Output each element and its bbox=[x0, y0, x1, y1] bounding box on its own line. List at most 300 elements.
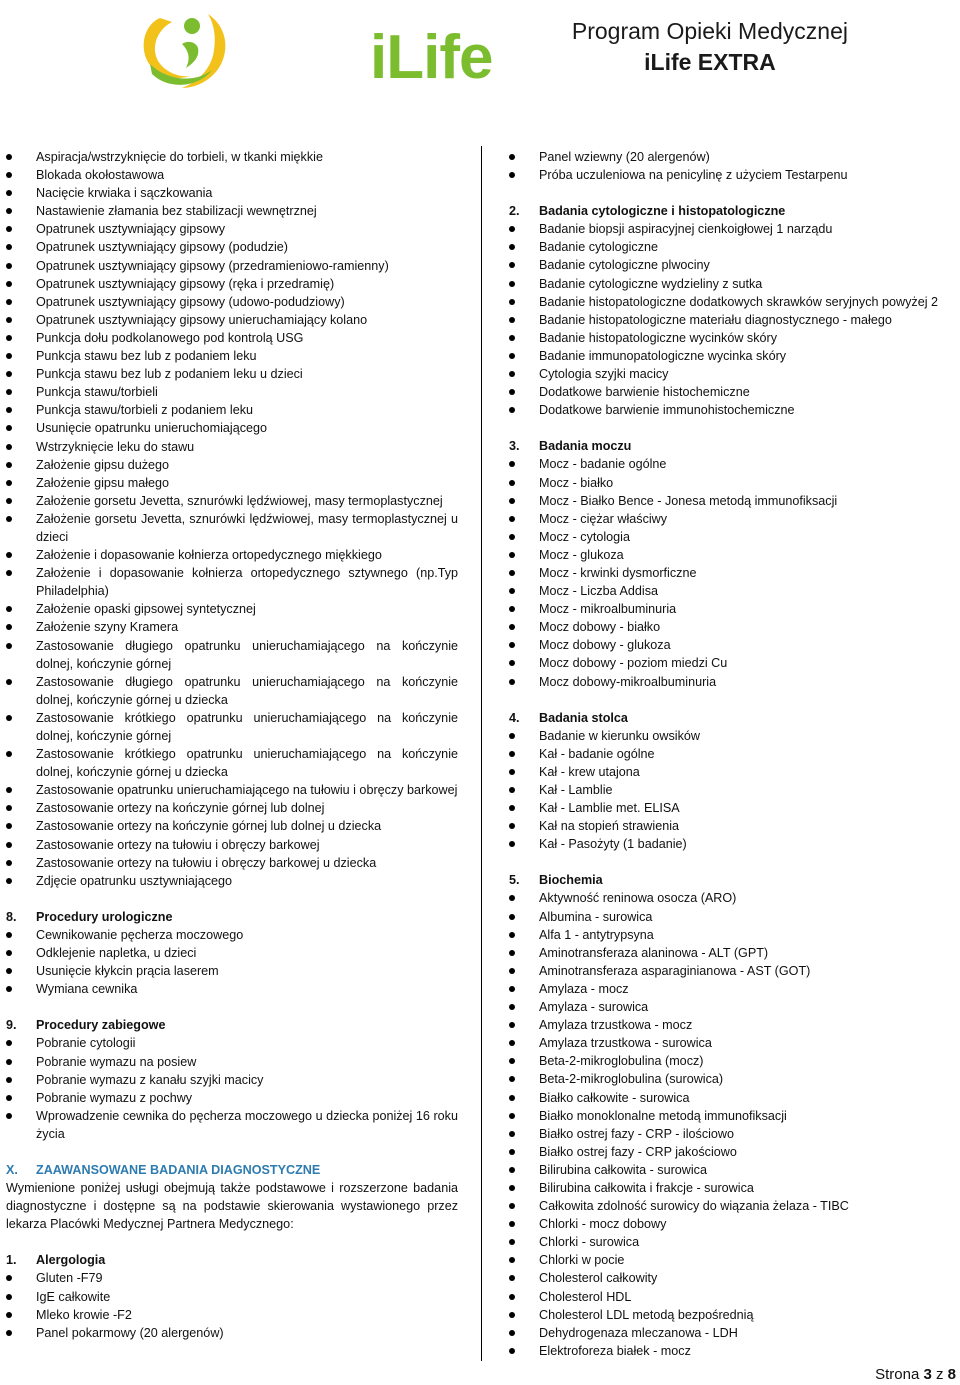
list-item bbox=[6, 383, 458, 401]
bullet-icon bbox=[509, 172, 515, 178]
list-item-text: Cewnikowanie pęcherza moczowego bbox=[36, 927, 244, 942]
list-item-text: Mocz - badanie ogólne bbox=[539, 457, 667, 472]
bullet-icon bbox=[509, 534, 515, 540]
list-item-text: Białko monoklonalne metodą immunofiksacji bbox=[539, 1108, 787, 1123]
bullet-icon bbox=[6, 950, 12, 956]
list-item-text: Chlorki - mocz dobowy bbox=[539, 1217, 667, 1232]
bullet-icon bbox=[509, 1040, 515, 1046]
list-item-text: Założenie gipsu dużego bbox=[36, 457, 170, 472]
list-item-text: Chlorki w pocie bbox=[539, 1253, 625, 1268]
list-item bbox=[509, 889, 954, 907]
bullet-icon bbox=[6, 281, 12, 287]
list-item bbox=[6, 474, 458, 492]
list-item bbox=[509, 365, 954, 383]
list-item-text: Mocz dobowy-mikroalbuminuria bbox=[539, 674, 717, 689]
list-item bbox=[6, 637, 458, 673]
bullet-icon bbox=[509, 1076, 515, 1082]
list-item bbox=[6, 618, 458, 636]
bullet-icon bbox=[509, 1095, 515, 1101]
bullet-icon bbox=[6, 299, 12, 305]
bullet-icon bbox=[509, 1275, 515, 1281]
bullet-icon bbox=[6, 353, 12, 359]
bullet-icon bbox=[6, 190, 12, 196]
bullet-icon bbox=[6, 172, 12, 178]
list-item-text: Aminotransferaza asparaginianowa - AST (GOT) bbox=[539, 963, 811, 978]
urine-tests-list bbox=[509, 455, 954, 690]
list-item bbox=[509, 1233, 954, 1251]
list-item bbox=[509, 1288, 954, 1306]
bullet-icon bbox=[6, 407, 12, 413]
ilife-logo-mark-icon bbox=[138, 4, 238, 96]
list-item bbox=[509, 1107, 954, 1125]
bullet-icon bbox=[509, 461, 515, 467]
list-item-text: Wprowadzenie cewnika do pęcherza moczowego u dziecka poniżej 16 roku życia bbox=[36, 1108, 458, 1141]
list-item-text: Mleko krowie -F2 bbox=[36, 1307, 132, 1322]
list-item bbox=[6, 166, 458, 184]
list-item-text: Kał - Pasożyty (1 badanie) bbox=[539, 837, 687, 852]
bullet-icon bbox=[6, 389, 12, 395]
bullet-icon bbox=[509, 1239, 515, 1245]
list-item bbox=[6, 1107, 458, 1143]
list-item-text: Bilirubina całkowita - surowica bbox=[539, 1162, 707, 1177]
list-item-text: Badanie w kierunku owsików bbox=[539, 728, 701, 743]
list-item bbox=[6, 546, 458, 564]
list-item-text: Mocz - krwinki dysmorficzne bbox=[539, 565, 697, 580]
list-item-text: Nacięcie krwiaka i sączkowania bbox=[36, 186, 213, 201]
list-item bbox=[509, 1342, 954, 1360]
bullet-icon bbox=[509, 1221, 515, 1227]
bullet-icon bbox=[6, 805, 12, 811]
bullet-icon bbox=[509, 498, 515, 504]
list-item bbox=[6, 1089, 458, 1107]
list-item bbox=[509, 455, 954, 473]
list-item-text: Zastosowanie ortezy na kończynie górnej lub dolnej bbox=[36, 801, 325, 816]
list-item-text: Zastosowanie ortezy na tułowiu i obręczy barkowej u dziecka bbox=[36, 855, 377, 870]
list-item bbox=[509, 1089, 954, 1107]
list-item-text: Pobranie wymazu na posiew bbox=[36, 1054, 197, 1069]
list-item-text: Aminotransferaza alaninowa - ALT (GPT) bbox=[539, 945, 769, 960]
list-item bbox=[6, 329, 458, 347]
list-item bbox=[6, 854, 458, 872]
list-item bbox=[6, 872, 458, 890]
bullet-icon bbox=[6, 1294, 12, 1300]
list-item bbox=[6, 202, 458, 220]
list-item bbox=[6, 365, 458, 383]
list-item bbox=[6, 1053, 458, 1071]
bullet-icon bbox=[509, 226, 515, 232]
list-item bbox=[509, 1034, 954, 1052]
list-item-text: Dodatkowe barwienie histochemiczne bbox=[539, 385, 750, 400]
bullet-icon bbox=[509, 932, 515, 938]
bullet-icon bbox=[6, 751, 12, 757]
list-item bbox=[6, 817, 458, 835]
list-item-text: Mocz dobowy - białko bbox=[539, 620, 661, 635]
bullet-icon bbox=[6, 1312, 12, 1318]
bullet-icon bbox=[6, 226, 12, 232]
bullet-icon bbox=[6, 317, 12, 323]
list-item bbox=[6, 275, 458, 293]
list-item bbox=[509, 636, 954, 654]
right-column bbox=[509, 148, 954, 1360]
bullet-icon bbox=[509, 1167, 515, 1173]
list-item-text: Wstrzyknięcie leku do stawu bbox=[36, 439, 195, 454]
list-item bbox=[509, 1143, 954, 1161]
list-item-text: Zdjęcie opatrunku usztywniającego bbox=[36, 873, 233, 888]
list-item-text: Mocz - Białko Bence - Jonesa metodą immunofiksacji bbox=[539, 493, 838, 508]
list-item-text: Kał - badanie ogólne bbox=[539, 746, 655, 761]
bullet-icon bbox=[509, 1131, 515, 1137]
bullet-icon bbox=[509, 679, 515, 685]
list-item bbox=[509, 980, 954, 998]
list-item bbox=[509, 908, 954, 926]
list-item-text: Cytologia szyjki macicy bbox=[539, 367, 669, 382]
list-item-text: Pobranie wymazu z kanału szyjki macicy bbox=[36, 1072, 264, 1087]
list-item-text: Zastosowanie krótkiego opatrunku unieruchamiającego na kończynie dolnej, kończynie górnej u dziecka bbox=[36, 747, 458, 780]
list-item-text: Wymiana cewnika bbox=[36, 982, 138, 997]
list-item-text: Założenie i dopasowanie kołnierza ortopedycznego sztywnego (np.Typ Philadelphia) bbox=[36, 566, 458, 599]
list-item-text: Odklejenie napletka, u dzieci bbox=[36, 946, 197, 961]
section-heading: 4. Badania stolca bbox=[509, 710, 628, 725]
list-item bbox=[509, 1269, 954, 1287]
bullet-icon bbox=[509, 262, 515, 268]
list-item bbox=[6, 456, 458, 474]
list-item bbox=[6, 962, 458, 980]
list-item bbox=[6, 745, 458, 781]
list-item-text: Mocz dobowy - poziom miedzi Cu bbox=[539, 656, 728, 671]
list-item-text: Pobranie wymazu z pochwy bbox=[36, 1090, 193, 1105]
list-item-text: Punkcja stawu/torbieli z podaniem leku bbox=[36, 403, 254, 418]
program-title-line1: Program Opieki Medycznej bbox=[571, 18, 848, 44]
allergology-list bbox=[6, 1269, 458, 1341]
list-item bbox=[6, 257, 458, 275]
bullet-icon bbox=[509, 769, 515, 775]
bullet-icon bbox=[6, 1095, 12, 1101]
list-item-text: Próba uczuleniowa na penicylinę z użyciem Testarpenu bbox=[539, 168, 848, 183]
section-heading: 2. Badania cytologiczne i histopatologiczne bbox=[509, 204, 786, 219]
list-item bbox=[509, 781, 954, 799]
list-item bbox=[6, 1269, 458, 1287]
list-item bbox=[6, 980, 458, 998]
bullet-icon bbox=[6, 516, 12, 522]
list-item bbox=[509, 962, 954, 980]
list-item-text: Badanie biopsji aspiracyjnej cienkoigłowej 1 narządu bbox=[539, 222, 833, 237]
list-item bbox=[6, 944, 458, 962]
list-item bbox=[509, 1070, 954, 1088]
list-item-text: Aspiracja/wstrzyknięcie do torbieli, w tkanki miękkie bbox=[36, 150, 323, 164]
list-item bbox=[6, 1071, 458, 1089]
list-item bbox=[509, 582, 954, 600]
list-item bbox=[6, 926, 458, 944]
list-item bbox=[509, 528, 954, 546]
list-item-text: Albumina - surowica bbox=[539, 909, 653, 924]
list-item bbox=[6, 148, 458, 166]
bullet-icon bbox=[6, 624, 12, 630]
list-item bbox=[509, 1016, 954, 1034]
list-item bbox=[6, 184, 458, 202]
section-heading: 9. Procedury zabiegowe bbox=[6, 1018, 166, 1033]
bullet-icon bbox=[6, 787, 12, 793]
list-item bbox=[6, 709, 458, 745]
page-header bbox=[0, 0, 960, 110]
program-title bbox=[572, 16, 848, 78]
list-item-text: Pobranie cytologii bbox=[36, 1036, 136, 1051]
bullet-icon bbox=[509, 389, 515, 395]
list-item-text: Usunięcie opatrunku unieruchomiającego bbox=[36, 421, 268, 436]
list-item bbox=[6, 1288, 458, 1306]
bullet-icon bbox=[509, 1203, 515, 1209]
list-item bbox=[509, 618, 954, 636]
bullet-icon bbox=[6, 842, 12, 848]
list-item bbox=[509, 1197, 954, 1215]
list-item bbox=[6, 1306, 458, 1324]
list-item-text: Założenie gorsetu Jevetta, sznurówki lędźwiowej, masy termoplastycznej bbox=[36, 493, 443, 508]
bullet-icon bbox=[6, 968, 12, 974]
list-item-text: IgE całkowite bbox=[36, 1289, 111, 1304]
bullet-icon bbox=[6, 244, 12, 250]
bullet-icon bbox=[6, 425, 12, 431]
bullet-icon bbox=[509, 1022, 515, 1028]
bullet-icon bbox=[6, 208, 12, 214]
list-item-text: Punkcja dołu podkolanowego pod kontrolą USG bbox=[36, 330, 304, 345]
list-item bbox=[509, 546, 954, 564]
list-item-text: Białko ostrej fazy - CRP - ilościowo bbox=[539, 1126, 735, 1141]
list-item bbox=[509, 944, 954, 962]
list-item-text: Badanie histopatologiczne wycinków skóry bbox=[539, 330, 778, 345]
bullet-icon bbox=[509, 244, 515, 250]
list-item-text: Założenie i dopasowanie kołnierza ortopedycznego miękkiego bbox=[36, 548, 382, 563]
list-item-text: Dodatkowe barwienie immunohistochemiczne bbox=[539, 403, 795, 418]
bullet-icon bbox=[6, 932, 12, 938]
program-title-line2: iLife EXTRA bbox=[644, 49, 776, 75]
bullet-icon bbox=[509, 986, 515, 992]
list-item-text: Kał na stopień strawienia bbox=[539, 819, 680, 834]
list-item-text: Opatrunek usztywniający gipsowy (udowo-podudziowy) bbox=[36, 294, 345, 309]
list-item-text: Całkowita zdolność surowicy do wiązania żelaza - TIBC bbox=[539, 1199, 849, 1214]
section-heading: 3. Badania moczu bbox=[509, 439, 632, 454]
bullet-icon bbox=[509, 895, 515, 901]
list-item bbox=[509, 763, 954, 781]
list-item-text: Kał - Lamblie met. ELISA bbox=[539, 801, 680, 816]
bullet-icon bbox=[509, 1294, 515, 1300]
list-item-text: Opatrunek usztywniający gipsowy (ręka i przedramię) bbox=[36, 276, 335, 291]
section-heading: 5. Biochemia bbox=[509, 873, 603, 888]
bullet-icon bbox=[509, 1257, 515, 1263]
left-column bbox=[6, 148, 458, 1342]
bullet-icon bbox=[509, 950, 515, 956]
bullet-icon bbox=[509, 823, 515, 829]
list-item bbox=[6, 836, 458, 854]
list-item bbox=[6, 564, 458, 600]
list-item-text: Zastosowanie ortezy na tułowiu i obręczy barkowej bbox=[36, 837, 320, 852]
list-item-text: Cholesterol całkowity bbox=[539, 1271, 658, 1286]
list-item-text: Mocz dobowy - glukoza bbox=[539, 638, 671, 653]
list-item bbox=[6, 401, 458, 419]
list-item bbox=[509, 293, 954, 311]
list-item bbox=[509, 926, 954, 944]
list-item-text: Założenie szyny Kramera bbox=[36, 620, 179, 635]
page-number: Strona 3 z 8 bbox=[875, 1366, 956, 1383]
bullet-icon bbox=[509, 1330, 515, 1336]
section-heading: 1. Alergologia bbox=[6, 1253, 106, 1268]
list-item-text: Nastawienie złamania bez stabilizacji wewnętrznej bbox=[36, 204, 317, 219]
list-item-text: Badanie histopatologiczne materiału diagnostycznego - małego bbox=[539, 312, 892, 327]
bullet-icon bbox=[6, 986, 12, 992]
list-item-text: Mocz - cytologia bbox=[539, 529, 630, 544]
list-item-text: Dehydrogenaza mleczanowa - LDH bbox=[539, 1325, 738, 1340]
list-item bbox=[509, 817, 954, 835]
list-item bbox=[6, 673, 458, 709]
list-item bbox=[6, 220, 458, 238]
list-item-text: Beta-2-mikroglobulina (surowica) bbox=[539, 1072, 724, 1087]
list-item-text: Założenie opaski gipsowej syntetycznej bbox=[36, 602, 256, 617]
bullet-icon bbox=[6, 1275, 12, 1281]
list-item bbox=[509, 564, 954, 582]
list-item-text: Bilirubina całkowita i frakcje - surowica bbox=[539, 1180, 754, 1195]
ilife-logo bbox=[138, 4, 493, 96]
list-item-text: Białko ostrej fazy - CRP jakościowo bbox=[539, 1144, 737, 1159]
list-item-text: Cholesterol HDL bbox=[539, 1289, 632, 1304]
list-item bbox=[509, 1161, 954, 1179]
list-item bbox=[6, 799, 458, 817]
list-item-text: Badanie immunopatologiczne wycinka skóry bbox=[539, 348, 787, 363]
list-item-text: Zastosowanie opatrunku unieruchamiającego na tułowiu i obręczy barkowej bbox=[36, 783, 458, 798]
list-item bbox=[509, 492, 954, 510]
list-item bbox=[6, 1324, 458, 1342]
list-item-text: Beta-2-mikroglobulina (mocz) bbox=[539, 1054, 704, 1069]
column-divider bbox=[481, 146, 482, 1361]
list-item-text: Opatrunek usztywniający gipsowy (podudzie) bbox=[36, 240, 288, 255]
list-item-text: Badanie histopatologiczne dodatkowych skrawków seryjnych powyżej 2 bbox=[539, 294, 939, 309]
bullet-icon bbox=[509, 1185, 515, 1191]
list-item bbox=[509, 510, 954, 528]
list-item bbox=[509, 600, 954, 618]
list-item bbox=[509, 654, 954, 672]
bullet-icon bbox=[509, 480, 515, 486]
bullet-icon bbox=[509, 1149, 515, 1155]
bullet-icon bbox=[509, 1348, 515, 1354]
list-item-text: Mocz - białko bbox=[539, 475, 614, 490]
list-item bbox=[509, 1052, 954, 1070]
list-item-text: Zastosowanie długiego opatrunku unieruchamiającego na kończynie dolnej, kończynie górnej u dziecka bbox=[36, 674, 458, 707]
bullet-icon bbox=[509, 914, 515, 920]
bullet-icon bbox=[509, 660, 515, 666]
list-item bbox=[509, 1215, 954, 1233]
list-item-text: Mocz - mikroalbuminuria bbox=[539, 602, 677, 617]
bullet-icon bbox=[6, 1040, 12, 1046]
list-item-text: Kał - Lamblie bbox=[539, 783, 613, 797]
list-item bbox=[509, 1179, 954, 1197]
bullet-icon bbox=[509, 624, 515, 630]
bullet-icon bbox=[509, 606, 515, 612]
list-item-text: Opatrunek usztywniający gipsowy bbox=[36, 222, 225, 237]
bullet-icon bbox=[509, 733, 515, 739]
list-item-text: Punkcja stawu bez lub z podaniem leku u dzieci bbox=[36, 367, 303, 382]
list-item-text: Opatrunek usztywniający gipsowy unieruchamiający kolano bbox=[36, 312, 368, 327]
bullet-icon bbox=[509, 570, 515, 576]
stool-tests-list bbox=[509, 727, 954, 854]
bullet-icon bbox=[6, 1113, 12, 1119]
list-item-text: Badanie cytologiczne wydzieliny z sutka bbox=[539, 276, 763, 291]
list-item bbox=[6, 600, 458, 618]
urology-list bbox=[6, 926, 458, 998]
list-item bbox=[509, 220, 954, 238]
list-item-text: Badanie cytologiczne plwociny bbox=[539, 258, 710, 273]
list-item bbox=[509, 1125, 954, 1143]
list-item bbox=[509, 238, 954, 256]
list-item-text: Aktywność reninowa osocza (ARO) bbox=[539, 891, 737, 906]
list-item-text: Blokada okołostawowa bbox=[36, 168, 165, 183]
bullet-icon bbox=[6, 570, 12, 576]
bullet-icon bbox=[509, 588, 515, 594]
list-item-text: Zastosowanie krótkiego opatrunku unieruchamiającego na kończynie dolnej, kończynie górnej bbox=[36, 710, 458, 743]
list-item bbox=[6, 438, 458, 456]
bullet-icon bbox=[6, 444, 12, 450]
bullet-icon bbox=[509, 281, 515, 287]
bullet-icon bbox=[6, 860, 12, 866]
bullet-icon bbox=[6, 878, 12, 884]
list-item bbox=[509, 1251, 954, 1269]
list-item bbox=[6, 1034, 458, 1052]
allergology-list-cont bbox=[509, 148, 954, 184]
bullet-icon bbox=[6, 154, 12, 160]
list-item-text: Panel pokarmowy (20 alergenów) bbox=[36, 1325, 224, 1340]
list-item bbox=[509, 727, 954, 745]
list-item bbox=[509, 401, 954, 419]
list-item-text: Zastosowanie długiego opatrunku unieruchamiającego na kończynie dolnej, kończynie górnej bbox=[36, 638, 458, 671]
bullet-icon bbox=[509, 805, 515, 811]
bullet-icon bbox=[509, 787, 515, 793]
list-item-text: Białko całkowite - surowica bbox=[539, 1090, 690, 1105]
list-item bbox=[509, 311, 954, 329]
bullet-icon bbox=[509, 335, 515, 341]
bullet-icon bbox=[6, 715, 12, 721]
bullet-icon bbox=[6, 643, 12, 649]
list-item-text: Założenie gorsetu Jevetta, sznurówki lędźwiowej, masy termoplastycznej u dzieci bbox=[36, 511, 458, 544]
bullet-icon bbox=[6, 371, 12, 377]
list-item-text: Punkcja stawu/torbieli bbox=[36, 385, 158, 400]
bullet-icon bbox=[509, 1004, 515, 1010]
section-heading-roman: X. ZAAWANSOWANE BADANIA DIAGNOSTYCZNE bbox=[6, 1162, 321, 1177]
list-item-text: Gluten -F79 bbox=[36, 1271, 103, 1286]
bullet-icon bbox=[6, 552, 12, 558]
list-item bbox=[509, 383, 954, 401]
list-item bbox=[509, 998, 954, 1016]
bullet-icon bbox=[6, 263, 12, 269]
bullet-icon bbox=[509, 317, 515, 323]
list-item bbox=[6, 419, 458, 437]
list-item-text: Mocz - glukoza bbox=[539, 547, 624, 562]
list-item-text: Amylaza - surowica bbox=[539, 1000, 649, 1015]
list-item bbox=[6, 293, 458, 311]
bullet-icon bbox=[6, 679, 12, 685]
list-item bbox=[509, 799, 954, 817]
bullet-icon bbox=[509, 1058, 515, 1064]
list-item bbox=[6, 347, 458, 365]
bullet-icon bbox=[6, 1077, 12, 1083]
bullet-icon bbox=[509, 371, 515, 377]
list-item bbox=[6, 781, 458, 799]
bullet-icon bbox=[6, 335, 12, 341]
bullet-icon bbox=[509, 407, 515, 413]
list-item-text: Amylaza trzustkowa - surowica bbox=[539, 1036, 712, 1051]
bullet-icon bbox=[509, 751, 515, 757]
bullet-icon bbox=[509, 841, 515, 847]
list-item bbox=[509, 275, 954, 293]
list-item-text: Badanie cytologiczne bbox=[539, 240, 659, 255]
section-heading: 8. Procedury urologiczne bbox=[6, 909, 173, 924]
list-item bbox=[6, 492, 458, 510]
list-item bbox=[509, 474, 954, 492]
